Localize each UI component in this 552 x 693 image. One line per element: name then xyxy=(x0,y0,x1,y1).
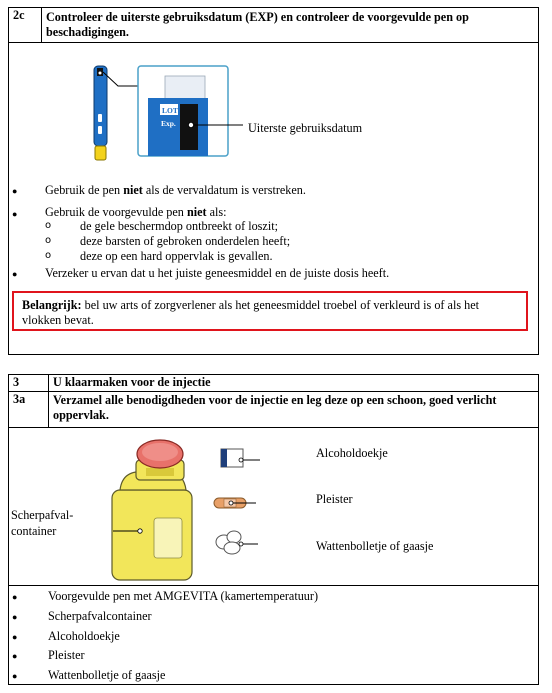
sub-step-title: Verzamel alle benodigdheden voor de injectie en leg deze op een schoon, goed verlicht oppervlak. xyxy=(49,392,539,428)
sub-bullet-icon: o xyxy=(45,235,52,246)
lot-label: LOT xyxy=(162,106,178,115)
step-number: 2c xyxy=(9,8,42,43)
step-number: 3 xyxy=(9,375,49,392)
sub-bullet-3: deze op een hard oppervlak is gevallen. xyxy=(80,249,273,263)
important-box xyxy=(12,291,528,331)
list-item: Scherpafvalcontainer xyxy=(48,609,152,623)
alcohol-label: Alcoholdoekje xyxy=(316,446,388,460)
bullet-icon: ● xyxy=(12,632,18,642)
important-label: Belangrijk: xyxy=(22,298,82,312)
list-item: Voorgevulde pen met AMGEVITA (kamertemperatuur) xyxy=(48,589,319,603)
cotton-label: Wattenbolletje of gaasje xyxy=(316,539,434,553)
sub-bullet-2: deze barsten of gebroken onderdelen heeft; xyxy=(80,234,291,248)
bullet-1: Gebruik de pen niet als de vervaldatum is verstreken. xyxy=(45,183,306,197)
expiry-callout: Uiterste gebruiksdatum xyxy=(248,121,363,135)
bullet-2: Gebruik de voorgevulde pen niet als: xyxy=(45,205,227,219)
sub-step-number: 3a xyxy=(9,392,49,428)
pen-cap xyxy=(95,146,106,160)
list-item: Wattenbolletje of gaasje xyxy=(48,668,166,682)
sub-bullet-1: de gele beschermdop ontbreekt of loszit; xyxy=(80,219,278,233)
cotton-ball-icon xyxy=(216,531,241,554)
bullet-icon: ● xyxy=(12,612,18,622)
list-item: Pleister xyxy=(48,648,85,662)
important-text: bel uw arts of zorgverlener als het geneesmiddel troebel of verkleurd is of als het vlokken bevat. xyxy=(22,298,480,327)
exp-label: Exp. xyxy=(161,119,176,128)
sub-bullet-icon: o xyxy=(45,250,52,261)
bullet-3: Verzeker u ervan dat u het juiste geneesmiddel en de juiste dosis heeft. xyxy=(45,266,390,280)
container-label: Scherpafval- container xyxy=(11,508,74,538)
list-item: Alcoholdoekje xyxy=(48,629,120,643)
sub-bullet-icon: o xyxy=(45,220,52,231)
bullet-icon: ● xyxy=(12,269,18,279)
pen-expiry-figure xyxy=(88,60,388,165)
plaster-label: Pleister xyxy=(316,492,353,506)
bullet-icon: ● xyxy=(12,209,18,219)
bullet-icon: ● xyxy=(12,651,18,661)
bullet-icon: ● xyxy=(12,592,18,602)
bullet-icon: ● xyxy=(12,186,18,196)
step-title: U klaarmaken voor de injectie xyxy=(49,375,539,392)
step-title: Controleer de uiterste gebruiksdatum (EXP) en controleer de voorgevulde pen op beschadigingen. xyxy=(42,8,539,43)
bullet-icon: ● xyxy=(12,671,18,681)
supplies-figure xyxy=(100,434,280,589)
